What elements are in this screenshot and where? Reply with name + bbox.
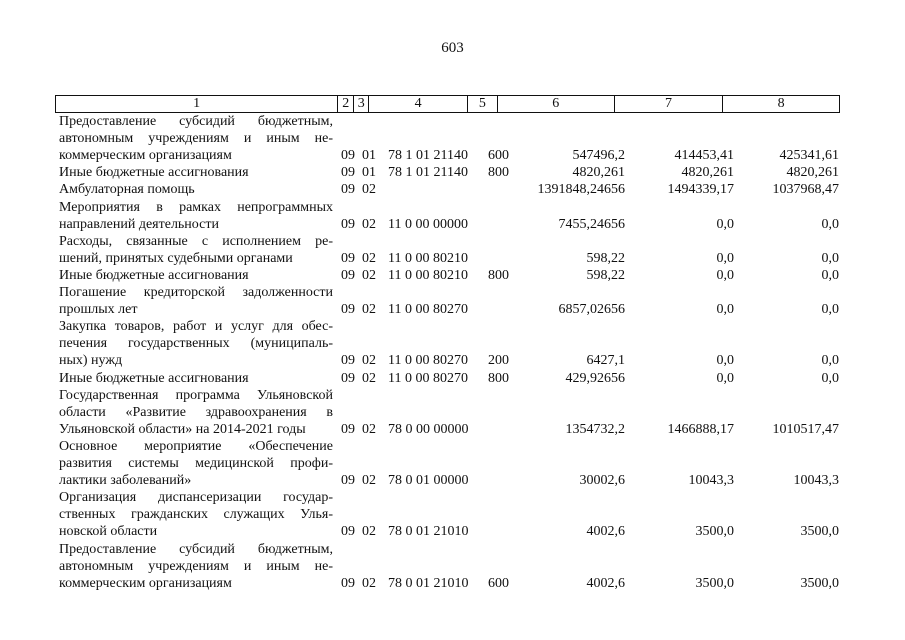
row-subsection: 02 (362, 267, 376, 283)
row-target-code: 78 0 01 00000 (388, 473, 469, 489)
row-value-col8: 4820,261 (786, 165, 839, 181)
row-value-col8: 3500,0 (800, 524, 839, 540)
row-subsection: 02 (362, 473, 376, 489)
row-subsection: 02 (362, 421, 376, 437)
row-section: 09 (341, 370, 355, 386)
row-expense-type: 800 (488, 370, 509, 386)
table-row (0, 523, 905, 540)
header-cell-2: 2 (338, 96, 354, 112)
row-name: развития системы медицинской профи- (59, 456, 333, 471)
row-target-code: 11 0 00 00000 (388, 216, 468, 232)
row-name: Организация диспансеризации государ- (59, 490, 333, 506)
row-name: Предоставление субсидий бюджетным, (59, 114, 333, 129)
row-value-col7: 0,0 (716, 353, 734, 369)
table-row (0, 472, 905, 489)
table-row (0, 267, 905, 284)
header-cell-1: 1 (56, 96, 338, 112)
row-name: Закупка товаров, работ и услуг для обес- (59, 319, 333, 335)
row-value-col7: 0,0 (716, 302, 734, 318)
row-name: лактики заболеваний» (59, 473, 192, 489)
row-value-col8: 0,0 (821, 250, 839, 266)
row-section: 09 (341, 216, 355, 232)
table-row (0, 558, 905, 575)
header-cell-8: 8 (777, 96, 785, 111)
row-value-col6: 6857,02656 (558, 302, 625, 318)
row-name: коммерческим организациям (59, 575, 232, 591)
table-row (0, 541, 905, 558)
row-value-col8: 0,0 (821, 216, 839, 232)
table-row (0, 113, 905, 130)
row-value-col8: 425341,61 (779, 148, 839, 164)
table-row (0, 164, 905, 181)
row-value-col8: 1010517,47 (772, 421, 839, 437)
row-value-col6: 429,92656 (565, 370, 625, 386)
row-value-col6: 598,22 (586, 250, 625, 266)
row-subsection: 02 (362, 182, 376, 198)
row-name: Расходы, связанные с исполнением ре- (59, 233, 333, 249)
row-subsection: 02 (362, 524, 376, 540)
row-section: 09 (341, 524, 355, 540)
table-row (0, 421, 905, 438)
row-name: Погашение кредиторской задолженности (59, 285, 333, 300)
row-target-code: 11 0 00 80210 (388, 267, 468, 283)
row-name: направлений деятельности (59, 216, 219, 232)
row-name: Предоставление субсидий бюджетным, (59, 541, 333, 557)
row-subsection: 02 (362, 370, 376, 386)
row-subsection: 01 (362, 148, 376, 164)
row-value-col7: 414453,41 (674, 148, 734, 164)
row-value-col7: 1494339,17 (667, 182, 734, 198)
row-name: Ульяновской области» на 2014-2021 годы (59, 421, 306, 437)
row-expense-type: 600 (488, 575, 509, 591)
row-name: Основное мероприятие «Обеспечение (59, 438, 333, 454)
table-row (0, 335, 905, 352)
table-row (0, 404, 905, 421)
table-row (0, 352, 905, 369)
row-target-code: 78 0 01 21010 (388, 575, 469, 591)
table-row (0, 370, 905, 387)
row-target-code: 11 0 00 80210 (388, 250, 468, 266)
row-value-col6: 4002,6 (586, 524, 625, 540)
table-row (0, 181, 905, 198)
table-row (0, 199, 905, 216)
table-row (0, 387, 905, 404)
table-row (0, 284, 905, 301)
row-target-code: 78 0 00 00000 (388, 421, 469, 437)
row-value-col6: 7455,24656 (558, 216, 625, 232)
row-value-col7: 10043,3 (688, 473, 734, 489)
row-section: 09 (341, 165, 355, 181)
row-value-col7: 0,0 (716, 216, 734, 232)
row-name: новской области (59, 524, 158, 540)
row-value-col6: 6427,1 (586, 353, 625, 369)
row-target-code: 78 0 01 21010 (388, 524, 469, 540)
table-row (0, 438, 905, 455)
row-value-col8: 0,0 (821, 267, 839, 283)
row-value-col6: 547496,2 (572, 148, 625, 164)
row-section: 09 (341, 182, 355, 198)
row-name: шений, принятых судебными органами (59, 250, 293, 266)
row-value-col8: 0,0 (821, 353, 839, 369)
header-cell-5: 5 (468, 96, 498, 112)
table-header (55, 95, 840, 113)
row-value-col7: 3500,0 (695, 575, 734, 591)
row-value-col6: 4002,6 (586, 575, 625, 591)
row-subsection: 02 (362, 216, 376, 232)
row-value-col8: 3500,0 (800, 575, 839, 591)
row-name: Иные бюджетные ассигнования (59, 165, 249, 181)
row-target-code: 11 0 00 80270 (388, 370, 468, 386)
row-section: 09 (341, 250, 355, 266)
row-value-col7: 1466888,17 (667, 421, 734, 437)
row-expense-type: 200 (488, 353, 509, 369)
row-name: ственных гражданских служащих Улья- (59, 507, 333, 523)
row-subsection: 01 (362, 165, 376, 181)
row-target-code: 78 1 01 21140 (388, 148, 468, 164)
row-subsection: 02 (362, 302, 376, 318)
row-value-col7: 0,0 (716, 250, 734, 266)
row-name: Амбулаторная помощь (59, 182, 195, 198)
row-target-code: 11 0 00 80270 (388, 353, 468, 369)
table-row (0, 216, 905, 233)
row-section: 09 (341, 421, 355, 437)
table-row (0, 130, 905, 147)
row-expense-type: 800 (488, 267, 509, 283)
row-section: 09 (341, 575, 355, 591)
header-cell-7: 7 (615, 96, 724, 112)
row-value-col8: 1037968,47 (772, 182, 839, 198)
row-name: автономным учреждениям и иным не- (59, 558, 333, 574)
row-name: автономным учреждениям и иным не- (59, 131, 333, 147)
table-row (0, 147, 905, 164)
row-name: ных) нужд (59, 353, 123, 369)
row-value-col6: 1391848,24656 (537, 182, 625, 198)
row-subsection: 02 (362, 353, 376, 369)
row-value-col6: 598,22 (586, 267, 625, 283)
row-name: Государственная программа Ульяновской (59, 387, 333, 403)
table-row (0, 506, 905, 523)
table-row (0, 250, 905, 267)
row-value-col6: 30002,6 (579, 473, 625, 489)
table-row (0, 233, 905, 250)
row-name: печения государственных (муниципаль- (59, 336, 333, 352)
table-row (0, 575, 905, 592)
row-name: коммерческим организациям (59, 148, 232, 164)
table-row (0, 489, 905, 506)
row-section: 09 (341, 302, 355, 318)
header-cell-6: 6 (498, 96, 615, 112)
page-number: 603 (441, 40, 464, 56)
row-expense-type: 600 (488, 148, 509, 164)
row-section: 09 (341, 353, 355, 369)
table-row (0, 455, 905, 472)
row-value-col8: 10043,3 (793, 473, 839, 489)
row-value-col7: 3500,0 (695, 524, 734, 540)
row-name: прошлых лет (59, 302, 138, 318)
row-section: 09 (341, 148, 355, 164)
row-subsection: 02 (362, 250, 376, 266)
table-row (0, 301, 905, 318)
row-value-col6: 1354732,2 (565, 421, 625, 437)
row-expense-type: 800 (488, 165, 509, 181)
row-target-code: 11 0 00 80270 (388, 302, 468, 318)
header-cell-4: 4 (369, 96, 468, 112)
table-row (0, 318, 905, 335)
row-name: Иные бюджетные ассигнования (59, 370, 249, 386)
row-name: Мероприятия в рамках непрограммных (59, 199, 333, 215)
header-cell-3: 3 (354, 96, 369, 112)
row-value-col8: 0,0 (821, 370, 839, 386)
row-value-col7: 4820,261 (681, 165, 734, 181)
row-section: 09 (341, 473, 355, 489)
row-value-col7: 0,0 (716, 370, 734, 386)
row-name: Иные бюджетные ассигнования (59, 267, 249, 283)
row-name: области «Развитие здравоохранения в (59, 404, 333, 420)
row-value-col7: 0,0 (716, 267, 734, 283)
row-subsection: 02 (362, 575, 376, 591)
row-target-code: 78 1 01 21140 (388, 165, 468, 181)
row-section: 09 (341, 267, 355, 283)
row-value-col8: 0,0 (821, 302, 839, 318)
row-value-col6: 4820,261 (572, 165, 625, 181)
